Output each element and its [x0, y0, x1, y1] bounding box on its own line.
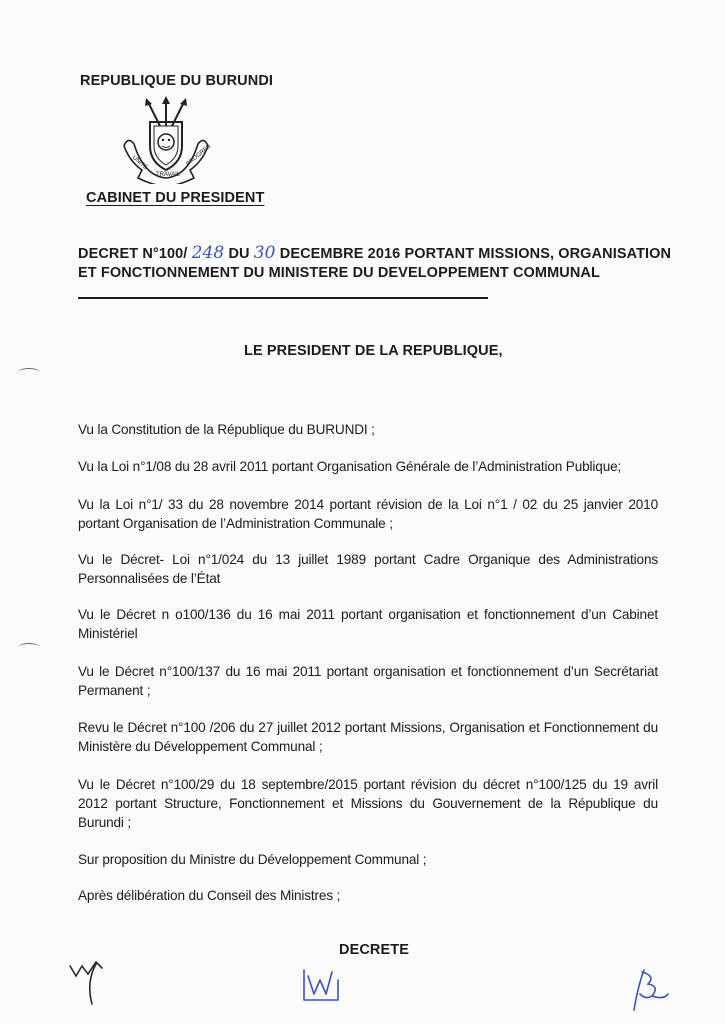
svg-text:PROGRES: PROGRES [185, 143, 213, 168]
president-heading: LE PRESIDENT DE LA REPUBLIQUE, [244, 343, 503, 359]
decree-du: DU [228, 246, 250, 262]
decree-day-handwritten: 30 [253, 243, 276, 263]
scan-mark [18, 368, 40, 377]
handwritten-initial-center [300, 966, 342, 1006]
decree-prefix: DECRET N°100/ [78, 246, 188, 262]
paragraph: Vu le Décret n o100/136 du 16 mai 2011 portant organisation et fonctionnement d’un Cabinet Ministériel [78, 607, 658, 641]
paragraph: Vu la Loi n°1/08 du 28 avril 2011 portant Organisation Générale de l’Administration Publique; [78, 459, 622, 474]
paragraph: Vu la Loi n°1/ 33 du 28 novembre 2014 portant révision de la Loi n°1 / 02 du 25 janvier 2010 portant Organisation de l’Administration Communale ; [78, 497, 658, 531]
paragraph: Après délibération du Conseil des Ministres ; [78, 888, 341, 903]
paragraph: Vu la Constitution de la République du BURUNDI ; [78, 422, 375, 437]
decree-title-line1 [78, 243, 671, 263]
coat-of-arms-emblem [118, 96, 214, 184]
title-divider [78, 297, 488, 299]
country-name: REPUBLIQUE DU BURUNDI [80, 73, 274, 89]
paragraph: Sur proposition du Ministre du Développement Communal ; [78, 852, 427, 867]
svg-text:TRAVAIL: TRAVAIL [156, 172, 181, 178]
closing-decrete: DECRETE [339, 942, 409, 958]
decree-title-rest: DECEMBRE 2016 PORTANT MISSIONS, ORGANISATION [279, 246, 672, 262]
cabinet-heading: CABINET DU PRESIDENT [86, 190, 265, 206]
scan-mark [18, 643, 40, 652]
svg-text:UNITE: UNITE [130, 154, 149, 172]
decree-number-handwritten: 248 [191, 243, 225, 263]
decree-title-line2: ET FONCTIONNEMENT DU MINISTERE DU DEVELOPPEMENT COMMUNAL [78, 265, 600, 281]
paragraph: Vu le Décret n°100/137 du 16 mai 2011 portant organisation et fonctionnement d’un Secrétariat Permanent ; [78, 664, 658, 698]
paragraph: Revu le Décret n°100 /206 du 27 juillet 2012 portant Missions, Organisation et Fonctionnement du Ministère du Développement Communal ; [78, 720, 658, 754]
paragraph: Vu le Décret- Loi n°1/024 du 13 juillet 1989 portant Cadre Organique des Administrations Personnalisées de l’État [78, 552, 658, 586]
handwritten-initial-right [622, 966, 672, 1014]
handwritten-initial-left [66, 958, 112, 1008]
paragraph: Vu le Décret n°100/29 du 18 septembre/2015 portant révision du décret n°100/125 du 19 avril 2012 portant Structure, Fonctionnement et Missions du Gouvernement de la République du Burundi ; [78, 777, 658, 830]
